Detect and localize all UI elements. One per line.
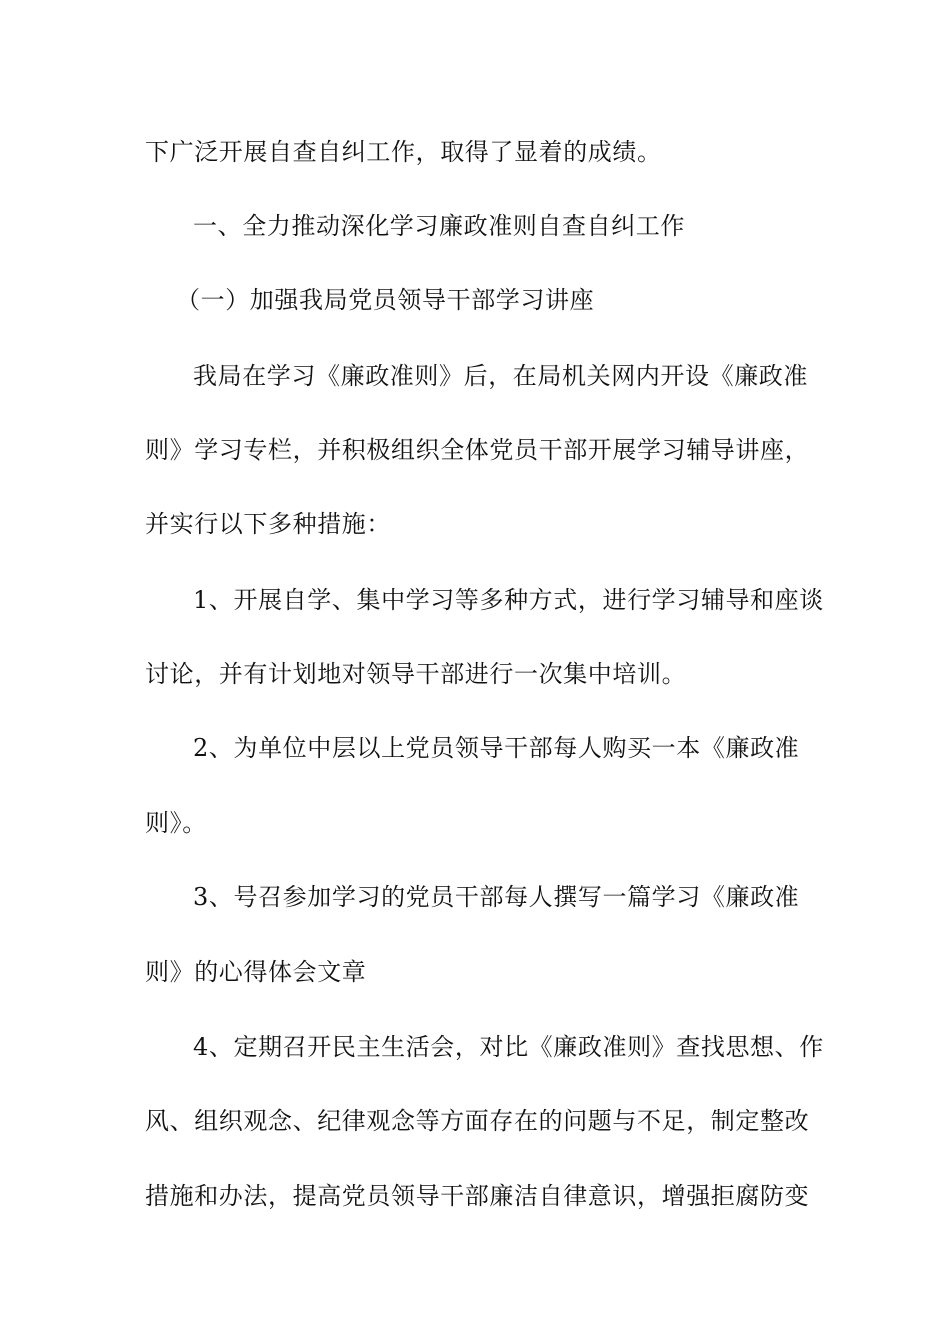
body-line: 则》学习专栏，并积极组织全体党员干部开展学习辅导讲座， — [145, 436, 810, 464]
list-item-2-line: 2、为单位中层以上党员领导干部每人购买一本《廉政准 — [193, 734, 800, 762]
list-item-1-line: 讨论，并有计划地对领导干部进行一次集中培训。 — [145, 660, 687, 688]
list-item-2-line: 则》。 — [145, 809, 207, 837]
body-line: 我局在学习《廉政准则》后，在局机关网内开设《廉政准 — [193, 362, 808, 390]
list-item-3-line: 3、号召参加学习的党员干部每人撰写一篇学习《廉政准 — [193, 883, 800, 911]
list-item-4-line: 风、组织观念、纪律观念等方面存在的问题与不足，制定整改 — [145, 1107, 810, 1135]
list-item-3-line: 则》的心得体会文章 — [145, 958, 367, 986]
list-item-4-line: 措施和办法，提高党员领导干部廉洁自律意识，增强拒腐防变 — [145, 1182, 810, 1210]
list-item-1-line: 1、开展自学、集中学习等多种方式，进行学习辅导和座谈 — [193, 586, 824, 614]
body-line: 并实行以下多种措施： — [145, 510, 391, 538]
list-item-4-line: 4、定期召开民主生活会，对比《廉政准则》查找思想、作 — [193, 1033, 824, 1061]
section-heading-1: 一、全力推动深化学习廉政准则自查自纠工作 — [193, 212, 685, 240]
subsection-heading-1: （一）加强我局党员领导干部学习讲座 — [176, 286, 595, 314]
paragraph-continuation-line: 下广泛开展自查自纠工作，取得了显着的成绩。 — [145, 138, 662, 166]
